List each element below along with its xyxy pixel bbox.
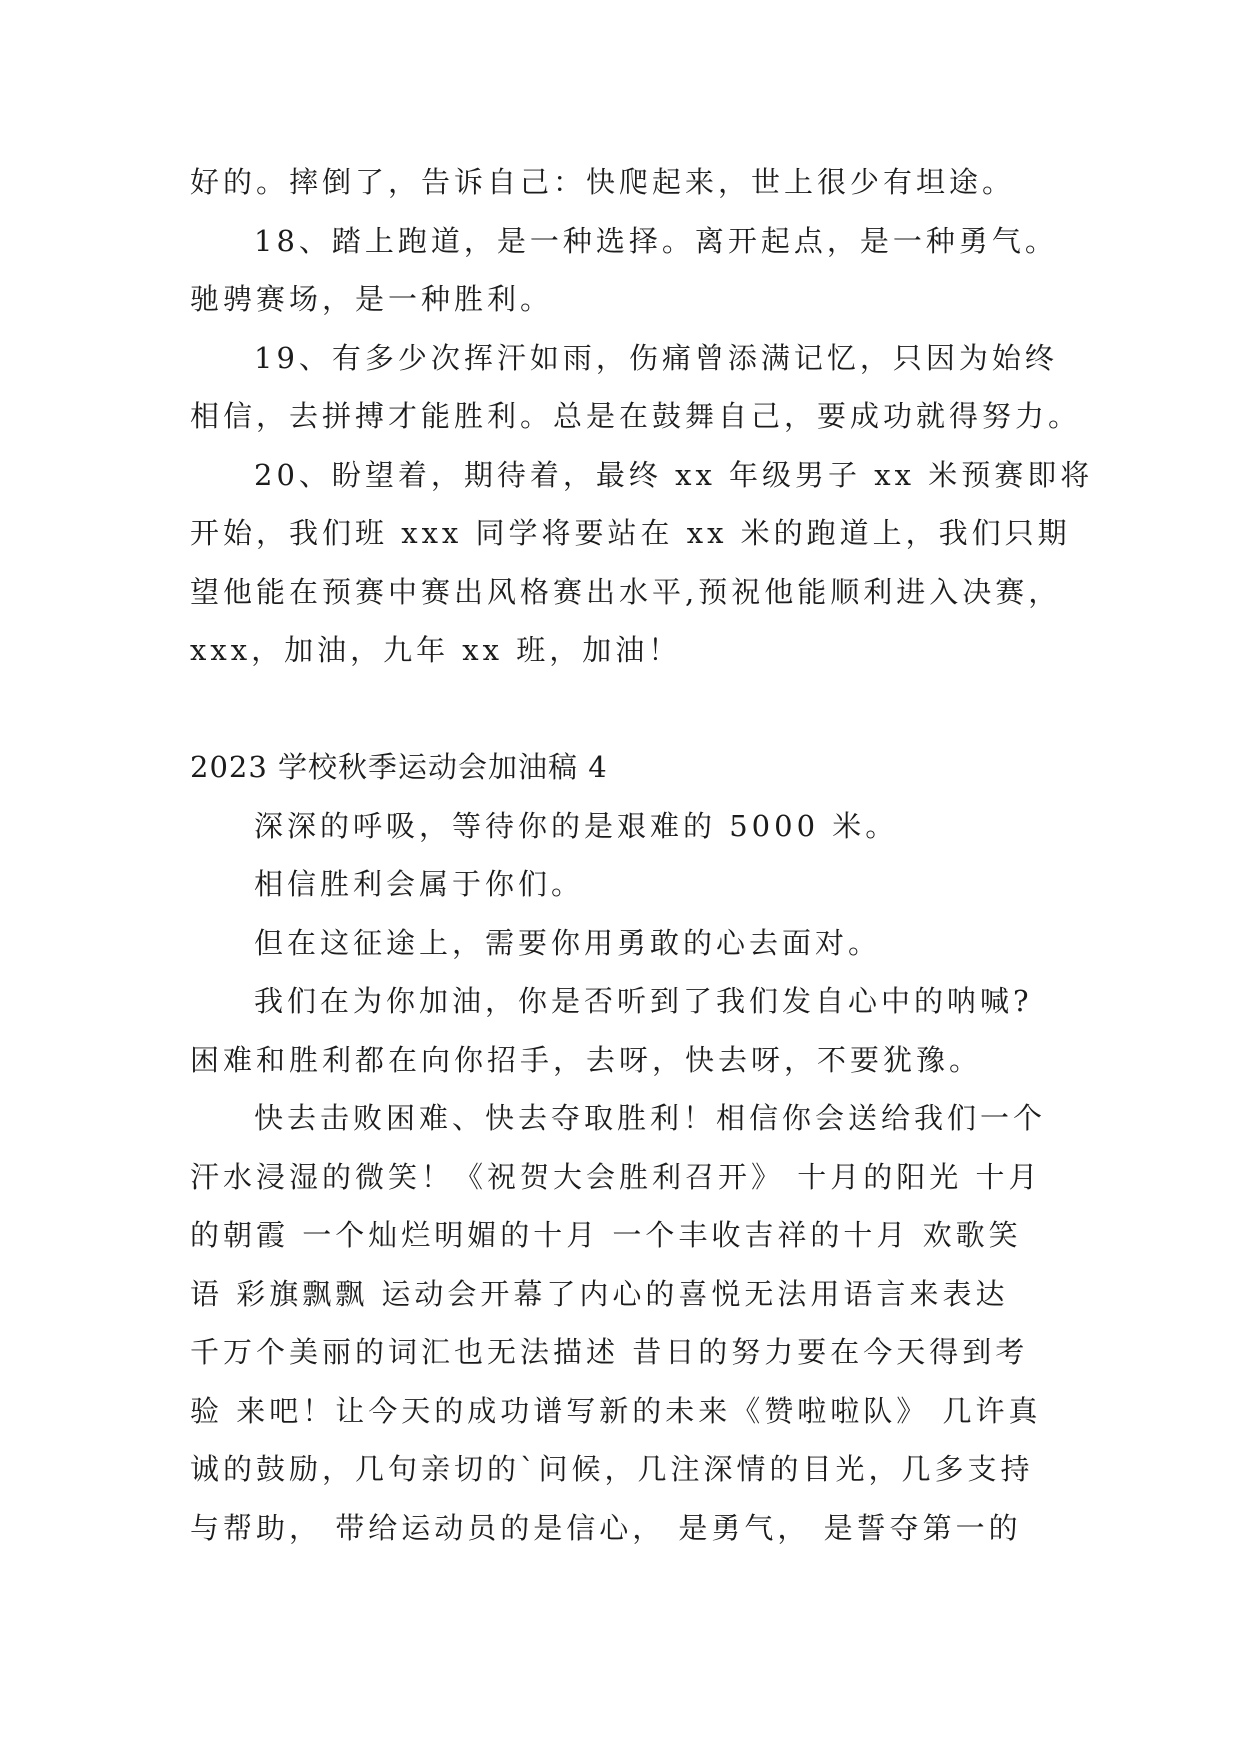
paragraph xyxy=(190,972,1241,1089)
text-line: 18、踏上跑道，是一种选择。离开起点，是一种勇气。 xyxy=(254,223,1058,258)
paragraph xyxy=(190,797,1241,856)
section-heading: 2023 学校秋季运动会加油稿 4 xyxy=(190,750,608,784)
paragraph xyxy=(190,1089,1241,1557)
text-line: 汗水浸湿的微笑！《祝贺大会胜利召开》 十月的阳光 十月 xyxy=(190,1159,1042,1194)
text-line: 诚的鼓励，几句亲切的`问候，几注深情的目光，几多支持 xyxy=(190,1452,1034,1486)
paragraph xyxy=(190,855,1241,914)
paragraph xyxy=(190,153,1241,212)
text-line: 语 彩旗飘飘 运动会开幕了内心的喜悦无法用语言来表达 xyxy=(190,1276,1009,1311)
paragraph xyxy=(190,446,1241,680)
text-line: 望他能在预赛中赛出风格赛出水平,预祝他能顺利进入决赛， xyxy=(190,574,1062,609)
continued-text xyxy=(190,153,1241,680)
text-line: 快去击败困难、快去夺取胜利！相信你会送给我们一个 xyxy=(254,1101,1047,1135)
paragraph xyxy=(190,914,1241,973)
text-line: 千万个美丽的词汇也无法描述 昔日的努力要在今天得到考 xyxy=(190,1335,1029,1369)
text-line: 相信胜利会属于你们。 xyxy=(254,867,585,901)
text-line: 开始，我们班 xxx 同学将要站在 xx 米的跑道上，我们只期 xyxy=(190,516,1071,550)
text-line: 的朝霞 一个灿烂明媚的十月 一个丰收吉祥的十月 欢歌笑 xyxy=(190,1218,1022,1252)
text-line: 与帮助， 带给运动员的是信心， 是勇气， 是誓夺第一的 xyxy=(190,1510,1022,1545)
text-line: 相信，去拼搏才能胜利。总是在鼓舞自己，要成功就得努力。 xyxy=(190,399,1082,433)
text-line: 20、盼望着，期待着，最终 xx 年级男子 xx 米预赛即将 xyxy=(254,457,1094,492)
text-line: 困难和胜利都在向你招手，去呀，快去呀，不要犹豫。 xyxy=(190,1042,983,1077)
text-line: 但在这征途上，需要你用勇敢的心去面对。 xyxy=(254,925,882,960)
section xyxy=(190,738,1241,1557)
text-line: 我们在为你加油，你是否听到了我们发自心中的呐喊? xyxy=(254,984,1033,1018)
paragraph xyxy=(190,212,1241,329)
paragraph xyxy=(190,329,1241,446)
text-line: 驰骋赛场，是一种胜利。 xyxy=(190,282,554,316)
text-line: 验 来吧！让今天的成功谱写新的未来《赞啦啦队》 几许真 xyxy=(190,1393,1042,1428)
text-line: xxx，加油，九年 xx 班，加油！ xyxy=(190,633,682,667)
text-line: 19、有多少次挥汗如雨，伤痛曾添满记忆，只因为始终 xyxy=(254,340,1058,375)
text-line: 深深的呼吸，等待你的是艰难的 5000 米。 xyxy=(254,808,899,843)
text-line: 好的。摔倒了，告诉自己：快爬起来，世上很少有坦途。 xyxy=(190,165,1016,199)
